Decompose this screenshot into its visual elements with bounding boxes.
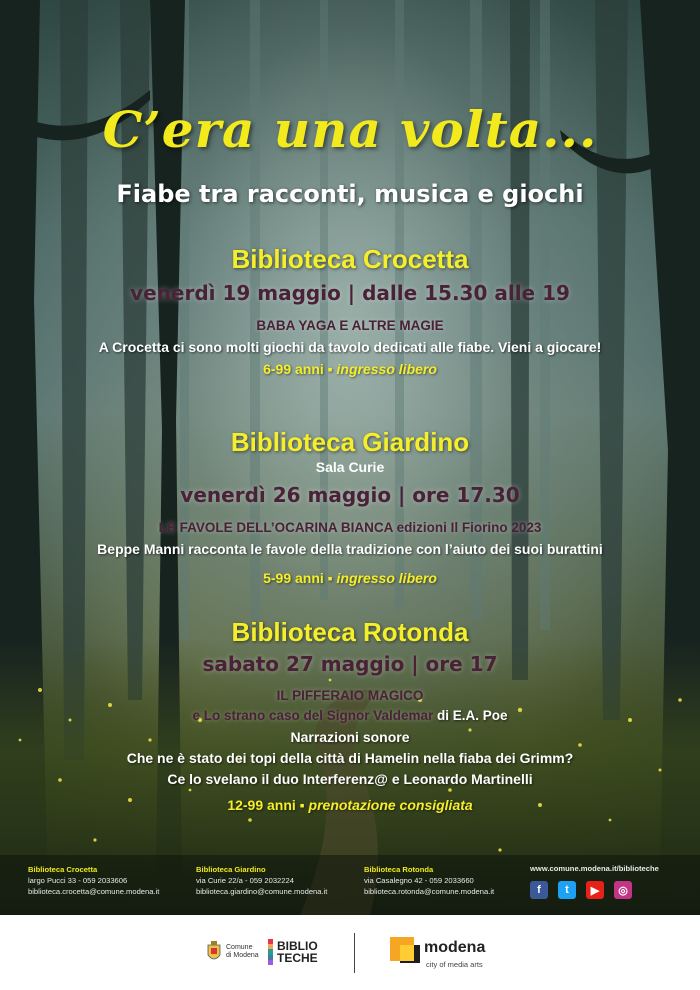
description-crocetta: A Crocetta ci sono molti giochi da tavolo dedicati alle fiabe. Vieni a giocare! bbox=[98, 339, 602, 355]
crest-icon bbox=[206, 941, 222, 963]
description-line-2-rotonda: Che ne è stato dei topi della città di Hamelin nella fiaba dei Grimm? bbox=[126, 750, 574, 766]
contact-email[interactable]: biblioteca.giardino@comune.modena.it bbox=[196, 887, 328, 896]
venue-rotonda: Biblioteca Rotonda bbox=[231, 617, 469, 647]
event-title-crocetta: BABA YAGA E ALTRE MAGIE bbox=[256, 318, 444, 333]
room-giardino: Sala Curie bbox=[315, 459, 385, 475]
modena-square-icon bbox=[388, 935, 422, 965]
contact-email[interactable]: biblioteca.rotonda@comune.modena.it bbox=[364, 887, 495, 896]
facebook-icon[interactable]: f bbox=[530, 881, 548, 899]
event-subtitle-author: di E.A. Poe bbox=[433, 708, 508, 723]
description-line-3-rotonda: Ce lo svelano il duo Interferenz@ e Leonardo Martinelli bbox=[167, 771, 533, 787]
access-info: ingresso libero bbox=[336, 570, 437, 586]
comune-logo bbox=[206, 941, 259, 963]
contact-crocetta bbox=[28, 864, 159, 897]
twitter-icon[interactable]: t bbox=[558, 881, 576, 899]
date-giardino: venerdì 26 maggio | ore 17.30 bbox=[180, 483, 520, 507]
age-range: 5-99 anni bbox=[263, 570, 324, 586]
modena-tagline: city of media arts bbox=[426, 960, 483, 969]
contact-email[interactable]: biblioteca.crocetta@comune.modena.it bbox=[28, 887, 160, 896]
event-title-giardino: LE FAVOLE DELL’OCARINA BIANCA edizioni Il Fiorino 2023 bbox=[158, 520, 542, 535]
website-link[interactable]: www.comune.modena.it/biblioteche bbox=[530, 864, 659, 873]
contact-name: Biblioteca Rotonda bbox=[364, 865, 434, 874]
logo-divider bbox=[354, 933, 355, 973]
footer-contacts bbox=[0, 864, 700, 904]
social-links bbox=[530, 864, 659, 899]
contact-address: via Curie 22/a - 059 2032224 bbox=[196, 876, 294, 885]
separator: ▪ bbox=[327, 361, 333, 377]
modena-logo bbox=[388, 935, 486, 969]
event-title-rotonda: IL PIFFERAIO MAGICO bbox=[276, 688, 424, 703]
audience-rotonda bbox=[0, 797, 700, 813]
venue-giardino: Biblioteca Giardino bbox=[230, 427, 470, 457]
age-range: 12-99 anni bbox=[227, 797, 296, 813]
separator: ▪ bbox=[299, 797, 305, 813]
contact-address: largo Pucci 33 - 059 2033606 bbox=[28, 876, 128, 885]
contact-name: Biblioteca Crocetta bbox=[28, 865, 98, 874]
biblioteche-color-bars-icon bbox=[268, 939, 273, 965]
contact-giardino bbox=[196, 864, 327, 897]
venue-crocetta: Biblioteca Crocetta bbox=[231, 244, 469, 274]
date-rotonda: sabato 27 maggio | ore 17 bbox=[202, 652, 498, 676]
social-icons bbox=[530, 881, 659, 899]
poster-subtitle: Fiabe tra racconti, musica e giochi bbox=[116, 180, 584, 208]
description-giardino: Beppe Manni racconta le favole della tradizione con l’aiuto dei suoi burattini bbox=[97, 541, 603, 557]
comune-line-2: di Modena bbox=[226, 952, 259, 959]
age-range: 6-99 anni bbox=[263, 361, 324, 377]
event-subtitle-rotonda bbox=[0, 708, 700, 723]
contact-name: Biblioteca Giardino bbox=[196, 865, 266, 874]
audience-giardino bbox=[0, 570, 700, 586]
contact-address: via Casalegno 42 - 059 2033660 bbox=[364, 876, 474, 885]
description-line-1-rotonda: Narrazioni sonore bbox=[290, 729, 410, 745]
date-crocetta: venerdì 19 maggio | dalle 15.30 alle 19 bbox=[130, 281, 570, 305]
comune-line-1: Comune bbox=[226, 944, 253, 951]
biblio-line-1: BIBLIO bbox=[277, 939, 318, 953]
comune-text bbox=[226, 944, 259, 960]
modena-name: modena bbox=[424, 939, 486, 956]
audience-crocetta bbox=[0, 361, 700, 377]
biblio-line-2: TECHE bbox=[277, 951, 318, 965]
separator: ▪ bbox=[327, 570, 333, 586]
youtube-icon[interactable]: ▶ bbox=[586, 881, 604, 899]
logo-bar bbox=[0, 915, 700, 990]
access-info: prenotazione consigliata bbox=[308, 797, 473, 813]
instagram-icon[interactable]: ◎ bbox=[614, 881, 632, 899]
access-info: ingresso libero bbox=[336, 361, 437, 377]
biblioteche-logo bbox=[268, 939, 318, 965]
biblioteche-text bbox=[277, 940, 318, 964]
poster-title: C’era una volta... bbox=[102, 100, 598, 159]
contact-rotonda bbox=[364, 864, 494, 897]
event-subtitle-main: e Lo strano caso del Signor Valdemar bbox=[192, 708, 434, 723]
